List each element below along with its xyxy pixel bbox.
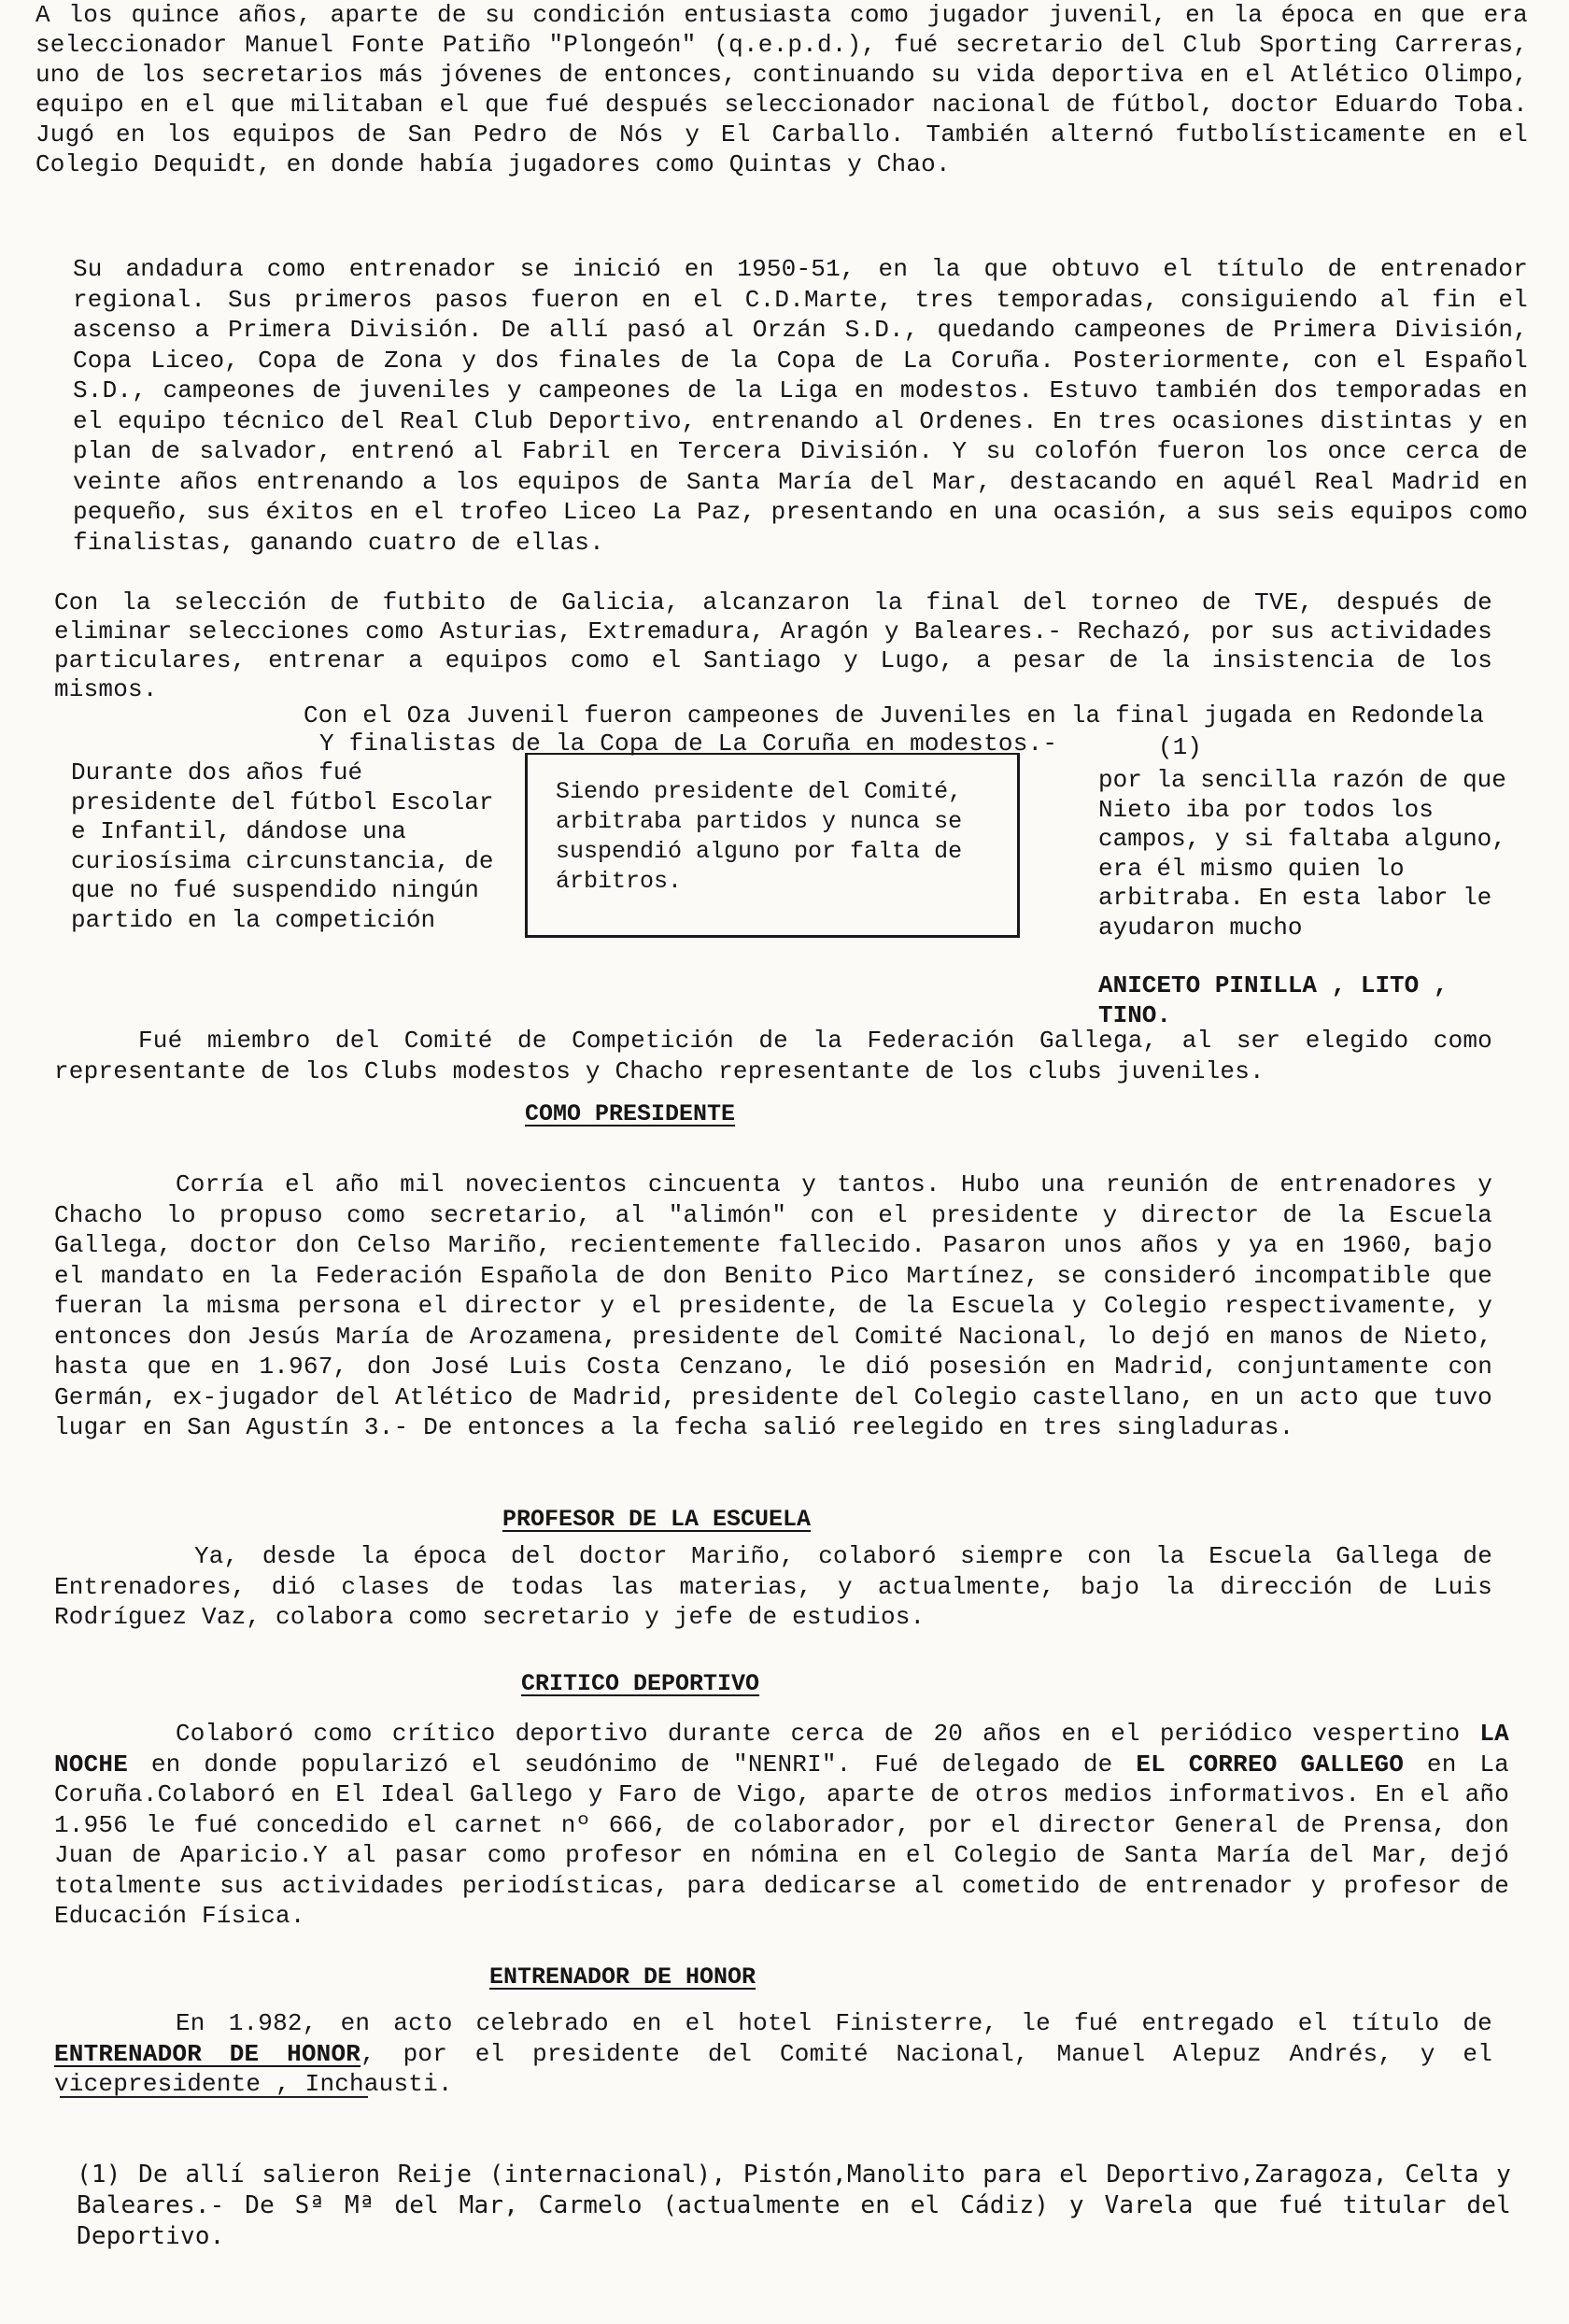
paragraph-oza-line2: Y finalistas de la Copa de La Coruña en modestos.- [319, 730, 1058, 758]
paragraph-oza-line1: Con el Oza Juvenil fueron campeones de Juveniles en la final jugada en Redondela [304, 701, 1485, 730]
framed-note-text: Siendo presidente del Comité, arbitraba partidos y nunca se suspendió alguno por falta de árbitros. [556, 778, 977, 895]
paragraph-presidente: Corría el año mil novecientos cincuenta y tantos. Hubo una reunión de entrenadores y Chacho lo propuso como secretario, al "alimón" con el presidente y director de la Escuela Gallega, doctor don Celso Mariño, recientemente fallecido. Pasaron unos años y ya en 1960, bajo el mandato en la Federación Española de don Benito Pico Martínez, se consideró incompatible que fueran la misma persona el director y el presidente, de la Escuela y Colegio respectivamente, y entonces don Jesús María de Arozamena, presidente del Comité Nacional, lo dejó en manos de Nieto, hasta que en 1.967, don José Luis Costa Cenzano, le dió posesión en Madrid, conjuntamente con Germán, ex-jugador del Atlético de Madrid, presidente del Colegio castellano, en un acto que tuvo lugar en San Agustín 3.- De entonces a la fecha salió reelegido en tres singladuras. [54, 1170, 1507, 1441]
heading-profesor-escuela: PROFESOR DE LA ESCUELA [502, 1506, 812, 1533]
framed-note-box [525, 753, 1020, 938]
critico-text-1: Colaboró como crítico deportivo durante cerca de 20 años en el periódico vespertino [176, 1720, 1461, 1748]
honor-text-2: , por el presidente del Comité Nacional, Manuel Alepuz Andrés, y el vicepresidente , Inchausti. [54, 2039, 1507, 2098]
critico-newspaper-la-noche: LA NOCHE [54, 1720, 1524, 1778]
honor-title-bold: ENTRENADOR DE HONOR [54, 2039, 361, 2068]
paragraph-futbito: Con la selección de futbito de Galicia, alcanzaron la final del torneo de TVE, después de eliminar selecciones como Asturias, Extremadura, Aragón y Baleares.- Rechazó, por sus actividades particulares, entrenar a equipos como el Santiago y Lugo, a pesar de la insistencia de los mismos. [54, 588, 1507, 703]
paragraph-intro: A los quince años, aparte de su condición entusiasta como jugador juvenil, en la época en que era seleccionador Manuel Fonte Patiño "Plongeón" (q.e.p.d.), fué secretario del Club Sporting Carreras, uno de los secretarios más jóvenes de entonces, continuando su vida deportiva en el Atlético Olimpo, equipo en el que militaban el que fué después seleccionador nacional de fútbol, doctor Eduardo Toba. Jugó en los equipos de San Pedro de Nós y El Carballo. También alternó futbolísticamente en el Colegio Dequidt, en donde había jugadores como Quintas y Chao. [35, 1, 1543, 178]
paragraph-comite: Fué miembro del Comité de Competición de la Federación Gallega, al ser elegido como representante de los Clubs modestos y Chacho representante de los clubs juveniles. [54, 1027, 1507, 1085]
paragraph-entrenador: Su andadura como entrenador se inició en 1950-51, en la que obtuvo el título de entrenador regional. Sus primeros pasos fueron en el C.D.Marte, tres temporadas, consiguiendo al fin el ascenso a Primera División. De allí pasó al Orzán S.D., quedando campeones de Primera División, Copa Liceo, Copa de Zona y dos finales de la Copa de La Coruña. Posteriormente, con el Español S.D., campeones de juveniles y campeones de la Liga en modestos. Estuvo también dos temporadas en el equipo técnico del Real Club Deportivo, entrenando al Ordenes. En tres ocasiones distintas y en plan de salvador, entrenó al Fabril en Tercera División. Y su colofón fueron los once cerca de veinte años entrenando a los equipos de Santa María del Mar, destacando en aquél Real Madrid en pequeño, sus éxitos en el trofeo Liceo La Paz, presentando en una ocasión, a sus seis equipos como finalistas, ganando cuatro de ellas. [73, 255, 1543, 557]
honor-underline-rule [60, 2096, 368, 2098]
heading-entrenador-honor: ENTRENADOR DE HONOR [489, 1963, 756, 1991]
honor-text-1: En 1.982, en acto celebrado en el hotel Finisterre, le fué entregado el título de [176, 2009, 1492, 2037]
critico-text-2: en donde popularizó el seudónimo de "NENRI". Fué delegado de [128, 1750, 1137, 1778]
heading-como-presidente: COMO PRESIDENTE [525, 1100, 736, 1127]
paragraph-profesor: Ya, desde la época del doctor Mariño, colaboró siempre con la Escuela Gallega de Entrenadores, dió clases de todas las materias, y actualmente, bajo la dirección de Luis Rodríguez Vaz, colabora como secretario y jefe de estudios. [54, 1542, 1507, 1631]
critico-text-3: en La Coruña.Colaboró en El Ideal Gallego y Faro de Vigo, aparte de otros medios informativos. En el año 1.956 le fué concedido el carnet nº 666, de colaborador, por el director General de Prensa, don Juan de Aparicio.Y al pasar como profesor en nómina en el Colegio de Santa María del Mar, dejó totalmente sus actividades periodísticas, para dedicarse al cometido de entrenador y profesor de Educación Física. [54, 1750, 1524, 1930]
critico-newspaper-correo-gallego: EL CORREO GALLEGO [1136, 1750, 1405, 1778]
footnote-text: (1) De allí salieron Reije (internacional), Pistón,Manolito para el Deportivo,Zaragoza, Celta y Baleares.- De Sª Mª del Mar, Carmelo (actualmente en el Cádiz) y Varela que fué titular del Deportivo. [77, 2161, 1526, 2250]
right-column-names: ANICETO PINILLA , LITO , TINO. [1098, 971, 1463, 1029]
right-column-text: por la sencilla razón de que Nieto iba por todos los campos, y si faltaba alguno, era él mismo quien lo arbitraba. En esta labor le ayudaron mucho [1098, 766, 1521, 942]
paragraph-honor [54, 2008, 1507, 2100]
heading-critico-deportivo: CRITICO DEPORTIVO [521, 1670, 760, 1697]
footnote-marker: (1) [1158, 733, 1202, 761]
paragraph-critico [54, 1719, 1524, 1932]
left-column-text: Durante dos años fué presidente del fútbol Escolar e Infantil, dándose una curiosísima circunstancia, de que no fué suspendido ningún partido en la competición [71, 758, 509, 934]
